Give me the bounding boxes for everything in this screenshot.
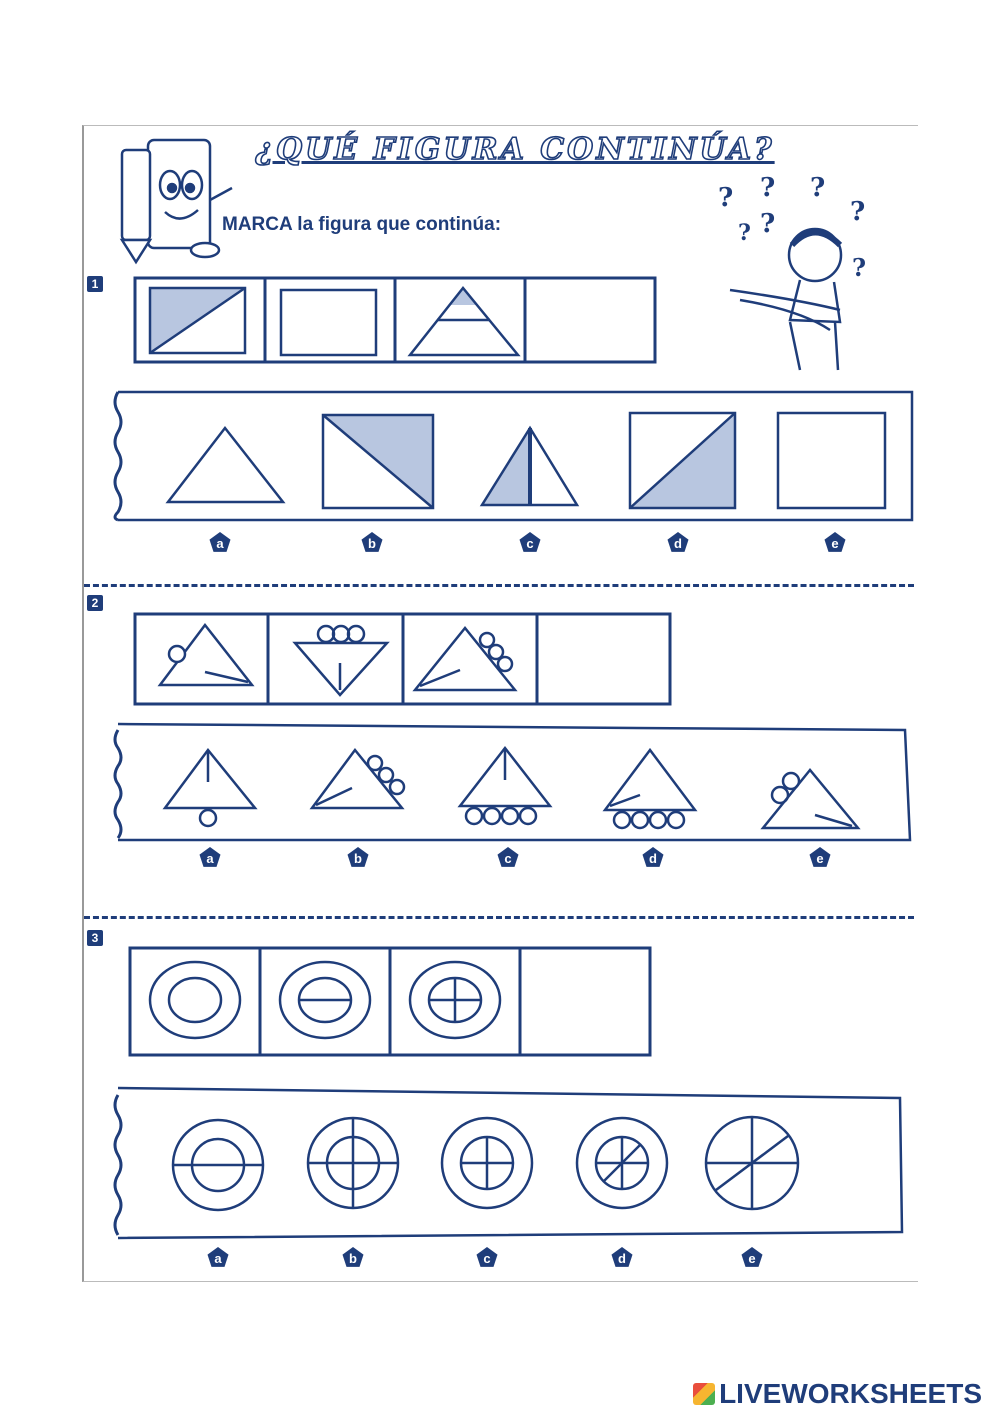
option-a-badge[interactable] — [208, 1247, 229, 1267]
worksheet-title: ¿QUÉ FIGURA CONTINÚA? — [255, 132, 775, 167]
option-a-figure[interactable] — [165, 750, 255, 826]
svg-text:?: ? — [718, 183, 734, 213]
svg-text:?: ? — [760, 209, 776, 239]
option-b-badge[interactable] — [343, 1247, 364, 1267]
option-letter: e — [831, 536, 839, 551]
option-letter: e — [748, 1251, 756, 1266]
question-3-sequence — [130, 948, 650, 1055]
svg-text:?: ? — [760, 173, 776, 203]
option-b-figure[interactable] — [312, 750, 404, 808]
question-number: 2 — [87, 595, 103, 611]
option-letter: d — [649, 851, 657, 866]
option-a-figure[interactable] — [168, 428, 283, 502]
option-b-figure[interactable] — [308, 1118, 398, 1208]
question-3-options-strip — [115, 1088, 902, 1238]
question-1-sequence — [135, 278, 655, 362]
question-number: 1 — [87, 276, 103, 292]
option-letter: b — [349, 1251, 357, 1266]
option-letter: d — [674, 536, 682, 551]
option-c-badge[interactable] — [477, 1247, 498, 1267]
option-letter: c — [526, 536, 534, 551]
option-c-figure[interactable] — [442, 1118, 532, 1208]
option-d-figure[interactable] — [630, 413, 735, 508]
instruction-text: MARCA la figura que continúa: — [222, 214, 502, 235]
option-b-badge[interactable] — [348, 847, 369, 867]
liveworksheets-logo-icon — [693, 1383, 715, 1405]
option-letter: a — [216, 536, 224, 551]
option-c-figure[interactable] — [482, 428, 577, 505]
option-e-badge[interactable] — [810, 847, 831, 867]
option-b-figure[interactable] — [323, 415, 433, 508]
svg-text:?: ? — [810, 173, 826, 203]
option-letter: d — [618, 1251, 626, 1266]
option-a-figure[interactable] — [173, 1120, 263, 1210]
option-letter: e — [816, 851, 824, 866]
footer-brand: LIVEWORKSHEETS — [719, 1378, 982, 1409]
option-a-badge[interactable] — [210, 532, 231, 552]
option-a-badge[interactable] — [200, 847, 221, 867]
option-c-badge[interactable] — [498, 847, 519, 867]
liveworksheets-logo — [693, 1378, 982, 1410]
option-e-figure[interactable] — [706, 1117, 798, 1209]
option-e-badge[interactable] — [825, 532, 846, 552]
option-d-badge[interactable] — [612, 1247, 633, 1267]
option-c-badge[interactable] — [520, 532, 541, 552]
svg-text:?: ? — [852, 253, 867, 282]
svg-text:?: ? — [850, 197, 866, 227]
option-e-figure[interactable] — [763, 770, 858, 828]
option-d-badge[interactable] — [643, 847, 664, 867]
option-letter: a — [206, 851, 214, 866]
option-letter: c — [483, 1251, 491, 1266]
option-letter: a — [214, 1251, 222, 1266]
question-2-options-strip — [115, 724, 910, 840]
option-letter: b — [368, 536, 376, 551]
thinking-child-icon — [718, 173, 866, 370]
option-d-figure[interactable] — [605, 750, 695, 828]
option-e-figure[interactable] — [778, 413, 885, 508]
option-letter: c — [504, 851, 512, 866]
question-1-options-strip — [115, 392, 912, 520]
option-d-figure[interactable] — [577, 1118, 667, 1208]
option-c-figure[interactable] — [460, 748, 550, 824]
option-d-badge[interactable] — [668, 532, 689, 552]
question-2-sequence — [135, 614, 670, 704]
option-letter: b — [354, 851, 362, 866]
svg-text:?: ? — [738, 220, 751, 246]
pencil-mascot-icon — [122, 140, 232, 262]
question-number: 3 — [87, 930, 103, 946]
option-b-badge[interactable] — [362, 532, 383, 552]
option-e-badge[interactable] — [742, 1247, 763, 1267]
